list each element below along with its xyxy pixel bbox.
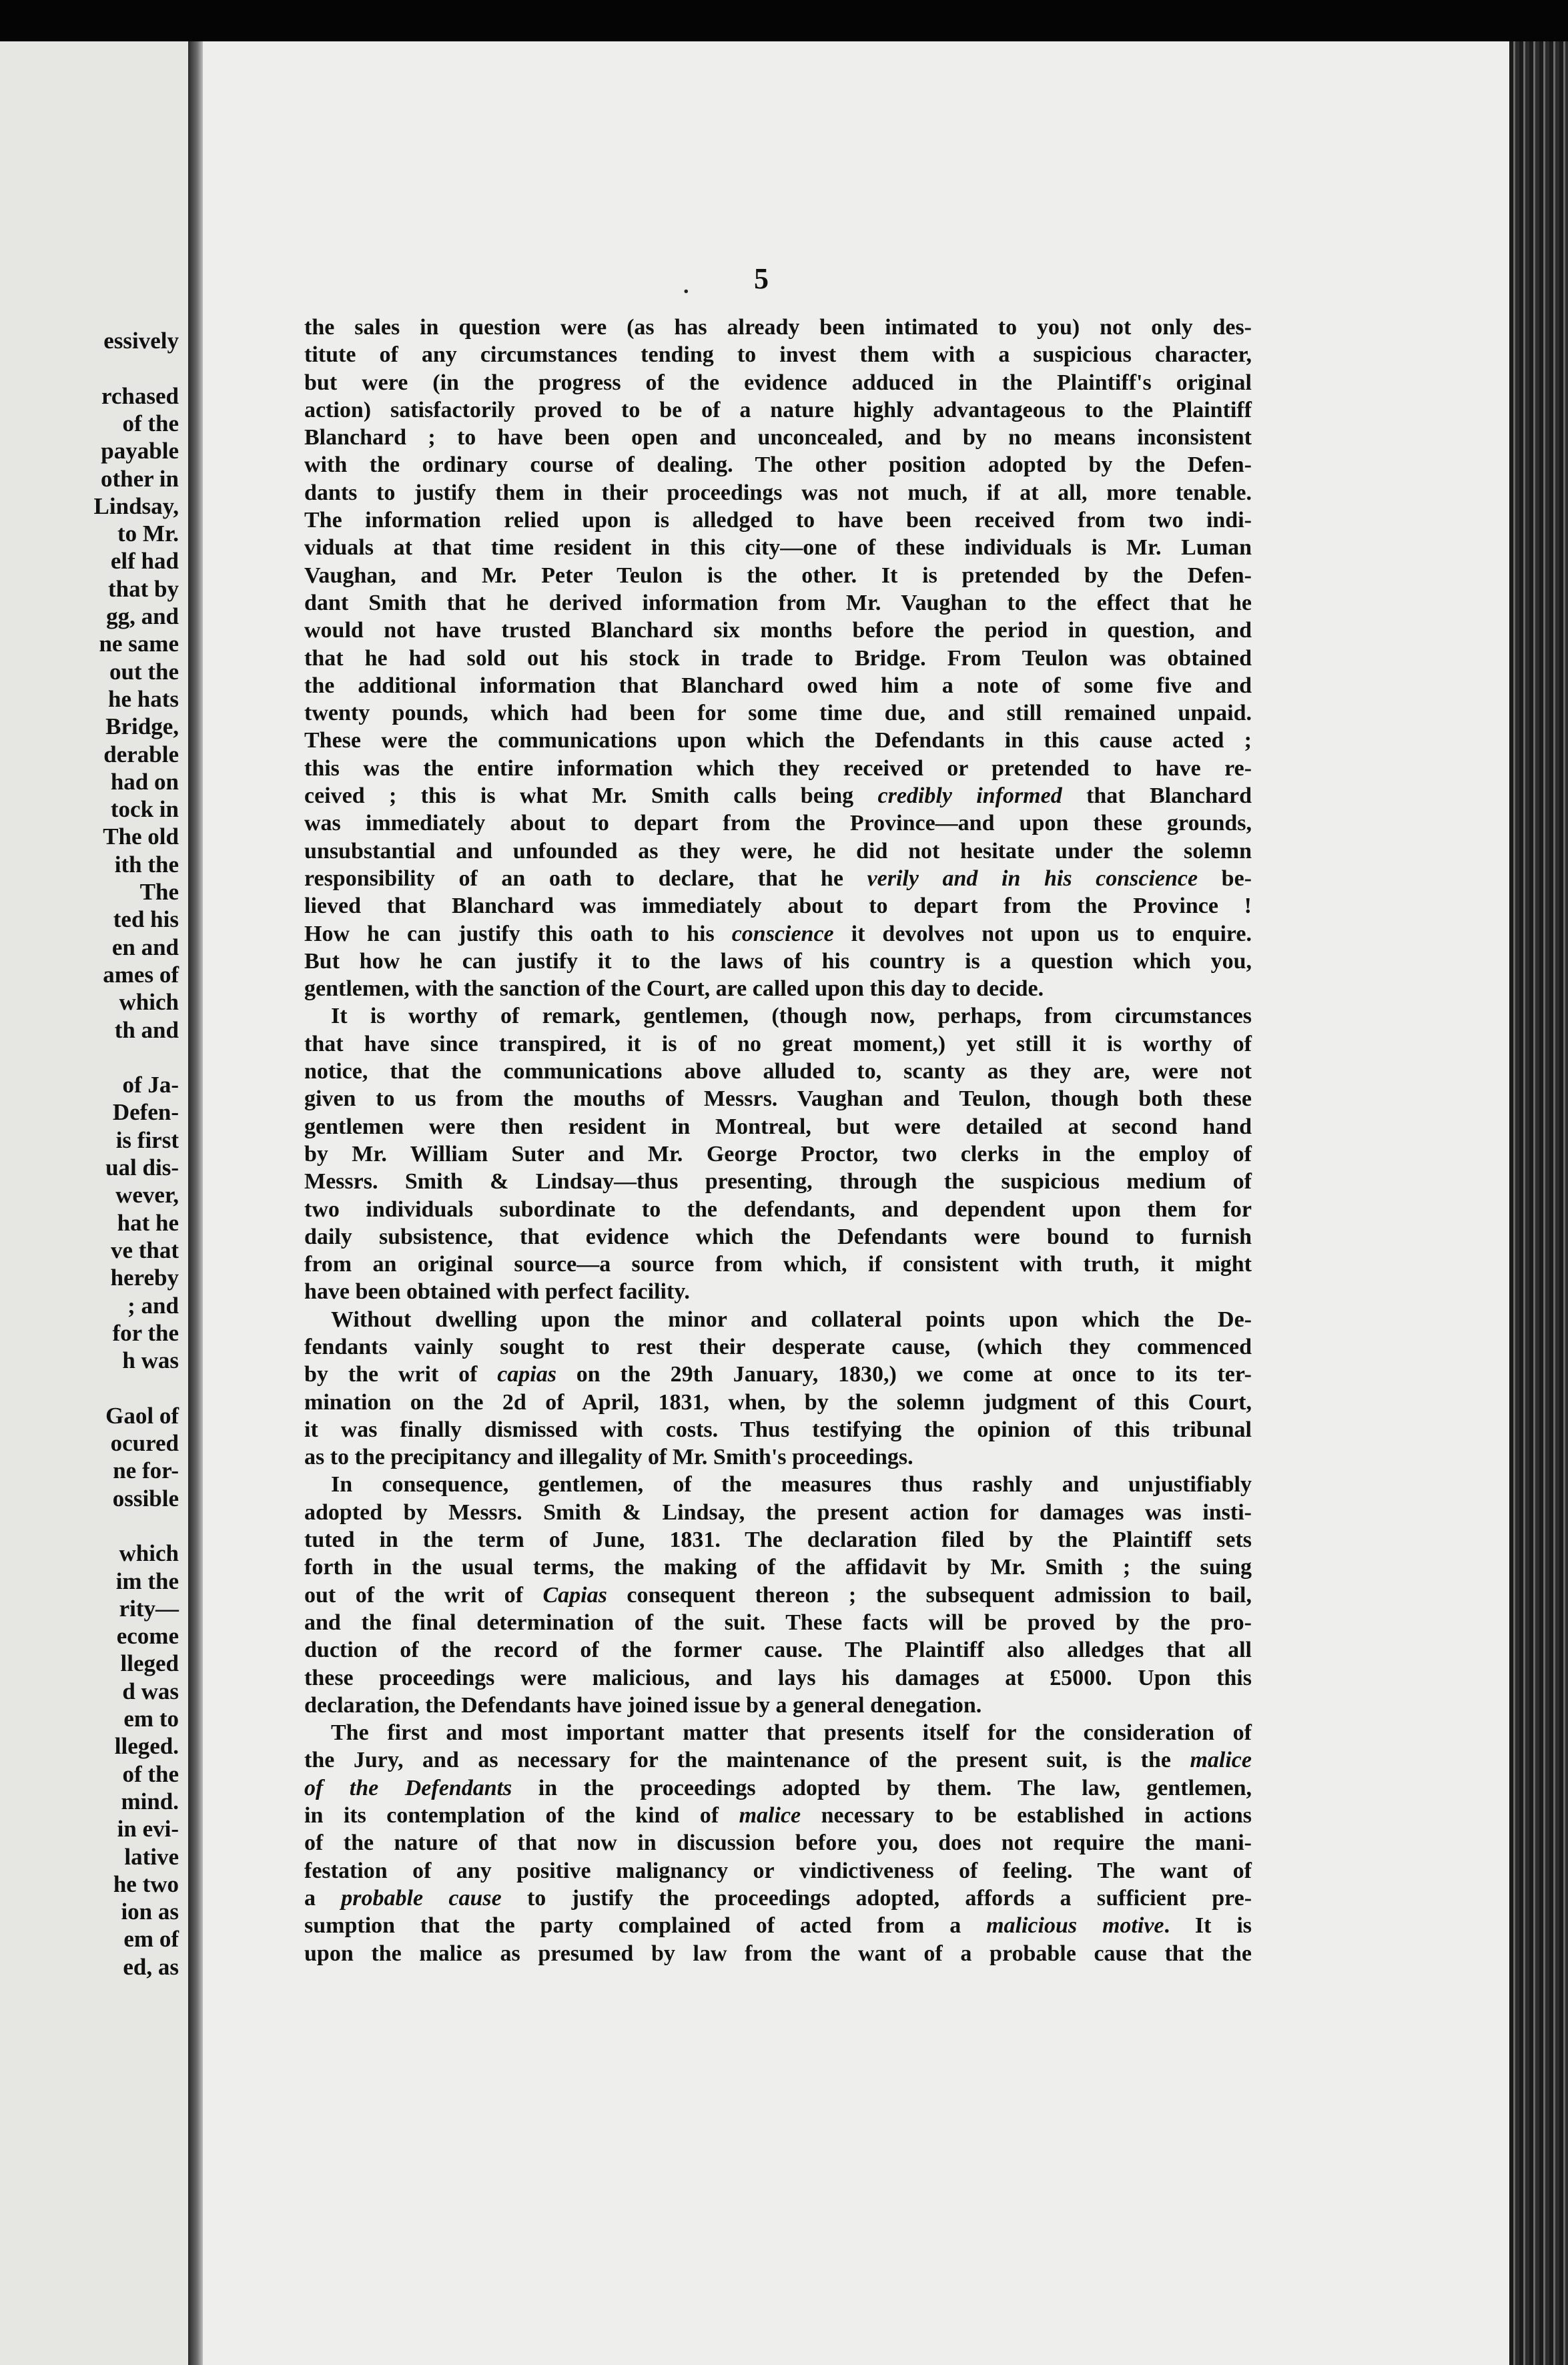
- body-text: [304, 314, 1252, 1967]
- left-page-line: Bridge,: [105, 713, 179, 740]
- body-text-line: In consequence, gentlemen, of the measures thus rashly and unjustifiably: [331, 1472, 1252, 1497]
- body-text-line: upon the malice as presumed by law from the want of a probable cause that the: [304, 1941, 1252, 1966]
- left-page-line: of Ja-: [122, 1072, 179, 1098]
- left-page-line: which: [119, 989, 179, 1016]
- body-text-line: gentlemen, with the sanction of the Court, are called upon this day to decide.: [304, 976, 1044, 1002]
- body-text-line: twenty pounds, which had been for some time due, and still remained unpaid.: [304, 701, 1252, 726]
- body-text-line: Blanchard ; to have been open and unconcealed, and by no means inconsistent: [304, 425, 1252, 450]
- left-page-line: ion as: [121, 1899, 179, 1925]
- left-page-line: lleged.: [114, 1733, 179, 1760]
- left-page-line: Defen-: [112, 1099, 179, 1126]
- body-text-line: Messrs. Smith & Lindsay—thus presenting, through the suspicious medium of: [304, 1169, 1252, 1195]
- body-text-line: in its contemplation of the kind of malice necessary to be established in actions: [304, 1803, 1252, 1828]
- body-text-line: But how he can justify it to the laws of his country is a question which you,: [304, 948, 1252, 974]
- body-text-line: out of the writ of Capias consequent thereon ; the subsequent admission to bail,: [304, 1582, 1252, 1608]
- left-page-line: that by: [108, 575, 179, 602]
- left-page-line: en and: [111, 934, 179, 960]
- body-text-line: from an original source—a source from which, if consistent with truth, it might: [304, 1252, 1252, 1277]
- left-page-line: Gaol of: [105, 1402, 179, 1429]
- body-text-line: sumption that the party complained of acted from a malicious motive. It is: [304, 1913, 1252, 1939]
- body-text-line: have been obtained with perfect facility.: [304, 1279, 690, 1305]
- left-page-line: mind.: [121, 1788, 179, 1814]
- left-page-line: ne for-: [113, 1457, 179, 1484]
- left-page-line: hat he: [117, 1209, 179, 1236]
- left-page-line: derable: [103, 741, 179, 767]
- left-page-line: ossible: [112, 1485, 179, 1511]
- left-page-line: rity—: [119, 1595, 179, 1622]
- left-page-line: hereby: [110, 1265, 179, 1291]
- left-page-line: wever,: [115, 1182, 179, 1209]
- left-page-line: h was: [122, 1347, 179, 1374]
- body-text-line: viduals at that time resident in this city—one of these individuals is Mr. Luman: [304, 535, 1252, 561]
- body-text-line: The information relied upon is alledged to have been received from two indi-: [304, 508, 1252, 533]
- left-page-line: th and: [114, 1016, 179, 1043]
- left-page-line: ual dis-: [105, 1154, 179, 1180]
- left-page-line: ed, as: [123, 1953, 179, 1980]
- left-page-line: The old: [103, 823, 179, 850]
- left-page-line: to Mr.: [117, 521, 179, 547]
- left-page-line: ve that: [110, 1237, 179, 1263]
- body-text-line: ceived ; this is what Mr. Smith calls being credibly informed that Blanchard: [304, 783, 1252, 809]
- left-page-line: in evi-: [117, 1816, 179, 1842]
- left-page-line: ; and: [127, 1292, 179, 1319]
- left-page-line: em to: [123, 1706, 179, 1732]
- body-text-line: How he can justify this oath to his conscience it devolves not upon us to enquire.: [304, 921, 1252, 946]
- body-text-line: two individuals subordinate to the defendants, and dependent upon them for: [304, 1197, 1252, 1222]
- left-page-line: The: [139, 879, 179, 905]
- left-page-line: other in: [101, 465, 179, 492]
- left-page-line: tock in: [110, 796, 179, 823]
- body-text-line: festation of any positive malignancy or vindictiveness of feeling. The want of: [304, 1858, 1252, 1883]
- body-text-line: fendants vainly sought to rest their desperate cause, (which they commenced: [304, 1334, 1252, 1359]
- left-page-line: rchased: [101, 382, 179, 409]
- body-text-line: was immediately about to depart from the Province—and upon these grounds,: [304, 811, 1252, 836]
- body-text-line: and the final determination of the suit. These facts will be proved by the pro-: [304, 1610, 1252, 1635]
- left-page-line: essively: [103, 328, 179, 354]
- body-text-line: duction of the record of the former cause. The Plaintiff also alledges that all: [304, 1638, 1252, 1663]
- left-page-line: of the: [122, 410, 179, 436]
- left-page-line: d was: [122, 1678, 179, 1704]
- body-text-line: that have since transpired, it is of no great moment,) yet still it is worthy of: [304, 1031, 1252, 1056]
- body-text-line: the additional information that Blanchard owed him a note of some five and: [304, 673, 1252, 698]
- body-text-line: Without dwelling upon the minor and collateral points upon which the De-: [331, 1307, 1252, 1332]
- body-text-line: action) satisfactorily proved to be of a nature highly advantageous to the Plaintiff: [304, 397, 1252, 422]
- scan-top-border: [0, 0, 1568, 47]
- body-text-line: adopted by Messrs. Smith & Lindsay, the present action for damages was insti-: [304, 1499, 1252, 1525]
- left-page-line: payable: [101, 438, 179, 464]
- book-page-edges: [1509, 41, 1568, 2365]
- body-text-line: Vaughan, and Mr. Peter Teulon is the other. It is pretended by the Defen-: [304, 563, 1252, 588]
- left-page-line: ecome: [116, 1623, 179, 1650]
- body-text-line: given to us from the mouths of Messrs. Vaughan and Teulon, though both these: [304, 1086, 1252, 1112]
- body-text-line: responsibility of an oath to declare, that he verily and in his conscience be-: [304, 866, 1252, 891]
- page-number: 5: [754, 262, 769, 295]
- left-page-line: for the: [112, 1319, 179, 1346]
- body-text-line: dant Smith that he derived information from Mr. Vaughan to the effect that he: [304, 590, 1252, 615]
- body-text-line: titute of any circumstances tending to invest them with a suspicious character,: [304, 342, 1252, 368]
- body-text-line: notice, that the communications above alluded to, scanty as they are, were not: [304, 1059, 1252, 1084]
- left-page-line: elf had: [110, 548, 179, 575]
- body-text-line: that he had sold out his stock in trade to Bridge. From Teulon was obtained: [304, 645, 1252, 671]
- body-text-line: of the Defendants in the proceedings adopted by them. The law, gentlemen,: [304, 1775, 1252, 1800]
- left-page-line: ne same: [99, 631, 179, 657]
- body-text-line: as to the precipitancy and illegality of Mr. Smith's proceedings.: [304, 1445, 913, 1470]
- body-text-line: gentlemen were then resident in Montreal, but were detailed at second hand: [304, 1114, 1252, 1139]
- left-page-line: had on: [110, 768, 179, 795]
- left-page-line: ted his: [113, 906, 179, 933]
- left-page-line: gg, and: [106, 603, 179, 629]
- body-text-line: it was finally dismissed with costs. Thus testifying the opinion of this tribunal: [304, 1417, 1252, 1442]
- left-page-line: im the: [115, 1568, 179, 1594]
- left-page-fragment: [0, 41, 188, 2365]
- main-page: [203, 41, 1509, 2365]
- left-page-line: ames of: [103, 961, 179, 988]
- body-text-line: lieved that Blanchard was immediately about to depart from the Province !: [304, 894, 1252, 919]
- left-page-line: he hats: [108, 685, 179, 712]
- body-text-line: would not have trusted Blanchard six months before the period in question, and: [304, 618, 1252, 643]
- body-text-line: dants to justify them in their proceedings was not much, if at all, more tenable.: [304, 480, 1252, 505]
- body-text-line: It is worthy of remark, gentlemen, (though now, perhaps, from circumstances: [331, 1004, 1252, 1029]
- body-text-line: These were the communications upon which the Defendants in this cause acted ;: [304, 728, 1252, 753]
- left-page-line: is first: [115, 1126, 179, 1153]
- left-page-line: lleged: [120, 1650, 179, 1677]
- left-page-line: lative: [124, 1843, 179, 1870]
- body-text-line: of the nature of that now in discussion before you, does not require the mani-: [304, 1830, 1252, 1856]
- left-page-line: Lindsay,: [93, 492, 179, 519]
- left-page-line: he two: [113, 1871, 179, 1897]
- left-page-line: of the: [122, 1760, 179, 1787]
- body-text-line: by the writ of capias on the 29th January, 1830,) we come at once to its ter-: [304, 1362, 1252, 1387]
- body-text-line: mination on the 2d of April, 1831, when, by the solemn judgment of this Court,: [304, 1389, 1252, 1415]
- body-text-line: The first and most important matter that presents itself for the consideration of: [331, 1720, 1252, 1746]
- left-page-line: em of: [123, 1926, 179, 1953]
- body-text-line: a probable cause to justify the proceedings adopted, affords a sufficient pre-: [304, 1885, 1252, 1911]
- body-text-line: forth in the usual terms, the making of the affidavit by Mr. Smith ; the suing: [304, 1555, 1252, 1580]
- body-text-line: by Mr. William Suter and Mr. George Proctor, two clerks in the employ of: [304, 1141, 1252, 1166]
- left-page-line: ith the: [114, 851, 179, 878]
- body-text-line: unsubstantial and unfounded as they were, he did not hesitate under the solemn: [304, 838, 1252, 864]
- left-page-line: which: [119, 1540, 179, 1567]
- body-text-line: the Jury, and as necessary for the maintenance of the present suit, is the malice: [304, 1748, 1252, 1773]
- page-mark: .: [683, 274, 689, 298]
- body-text-line: the sales in question were (as has already been intimated to you) not only des-: [304, 315, 1252, 340]
- body-text-line: with the ordinary course of dealing. The other position adopted by the Defen-: [304, 452, 1252, 478]
- body-text-line: this was the entire information which they received or pretended to have re-: [304, 755, 1252, 781]
- left-page-line: out the: [109, 658, 179, 685]
- body-text-line: these proceedings were malicious, and lays his damages at £5000. Upon this: [304, 1665, 1252, 1690]
- book-gutter: [188, 41, 203, 2365]
- left-page-line: ocured: [110, 1430, 179, 1456]
- body-text-line: daily subsistence, that evidence which the Defendants were bound to furnish: [304, 1224, 1252, 1249]
- body-text-line: tuted in the term of June, 1831. The declaration filed by the Plaintiff sets: [304, 1528, 1252, 1553]
- body-text-line: but were (in the progress of the evidence adduced in the Plaintiff's original: [304, 370, 1252, 395]
- body-text-line: declaration, the Defendants have joined issue by a general denegation.: [304, 1692, 982, 1718]
